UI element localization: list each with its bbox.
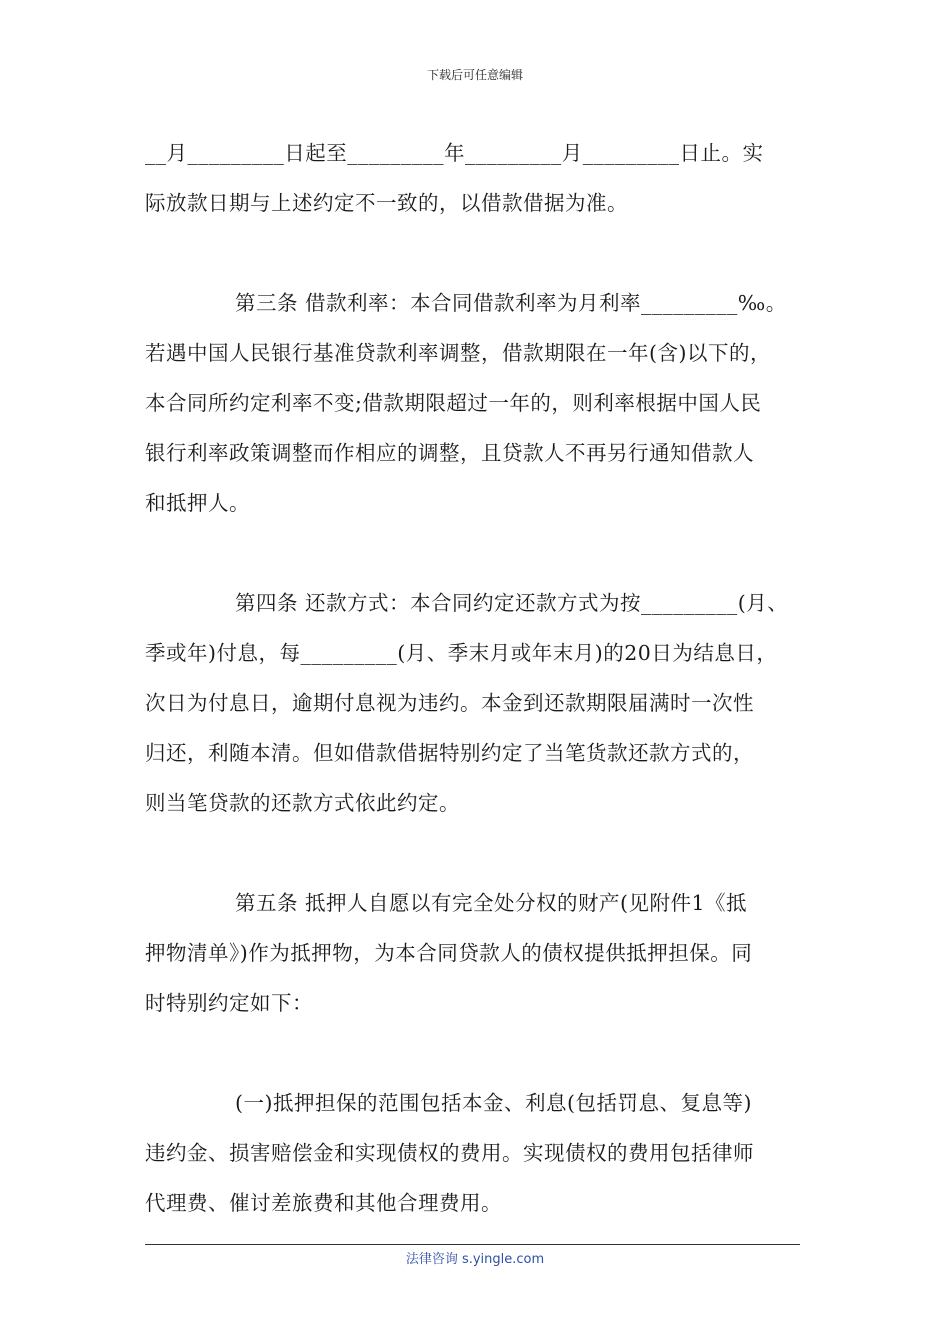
- text-line: 银行利率政策调整而作相应的调整，且贷款人不再另行通知借款人: [145, 441, 754, 465]
- paragraph-article-3: [145, 278, 810, 528]
- text-line: 代理费、催讨差旅费和其他合理费用。: [145, 1191, 502, 1215]
- text-line: 季或年)付息，每_________(月、季末月或年末月)的20日为结息日，: [145, 641, 778, 665]
- text-line: 第四条 还款方式：本合同约定还款方式为按_________(月、: [235, 591, 789, 615]
- paragraph-loan-period: [145, 128, 810, 228]
- text-line: 违约金、损害赔偿金和实现债权的费用。实现债权的费用包括律师: [145, 1141, 754, 1165]
- document-body: [145, 128, 810, 1228]
- text-line: 第五条 抵押人自愿以有完全处分权的财产(见附件1《抵: [235, 891, 748, 915]
- paragraph-article-4: [145, 578, 810, 828]
- text-line: 次日为付息日，逾期付息视为违约。本金到还款期限届满时一次性: [145, 691, 754, 715]
- paragraph-article-5: [145, 878, 810, 1028]
- text-line: 归还，利随本清。但如借款借据特别约定了当笔货款还款方式的，: [145, 741, 754, 765]
- text-line: 时特别约定如下：: [145, 991, 313, 1015]
- text-line: 际放款日期与上述约定不一致的，以借款借据为准。: [145, 191, 628, 215]
- text-line: 则当笔贷款的还款方式依此约定。: [145, 791, 460, 815]
- page-header: 下载后可任意编辑: [426, 68, 523, 82]
- text-line: 若遇中国人民银行基准贷款利率调整，借款期限在一年(含)以下的，: [145, 341, 771, 365]
- text-line: __月_________日起至_________年_________月_________日止。实: [145, 141, 764, 165]
- text-line: 和抵押人。: [145, 491, 250, 515]
- paragraph-clause-1: [145, 1078, 810, 1228]
- text-line: (一)抵押担保的范围包括本金、利息(包括罚息、复息等): [235, 1091, 752, 1115]
- footer-divider: [145, 1244, 800, 1245]
- text-line: 押物清单》)作为抵押物，为本合同贷款人的债权提供抵押担保。同: [145, 941, 753, 965]
- text-line: 第三条 借款利率：本合同借款利率为月利率_________‰。: [235, 291, 787, 315]
- footer-link[interactable]: 法律咨询 s.yingle.com: [405, 1252, 545, 1267]
- text-line: 本合同所约定利率不变;借款期限超过一年的，则利率根据中国人民: [145, 391, 762, 415]
